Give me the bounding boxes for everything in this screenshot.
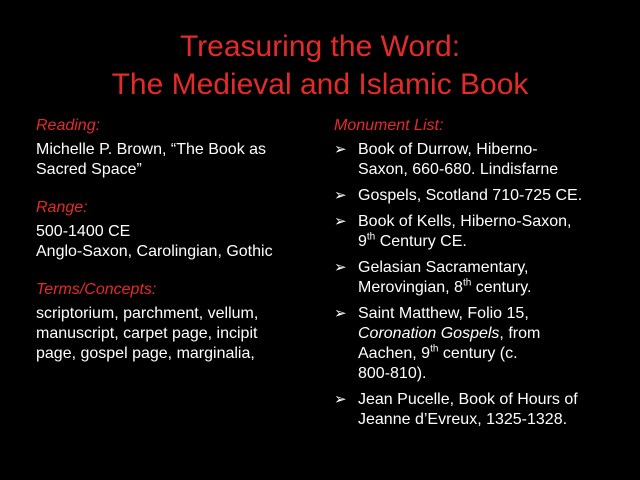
ordinal-suffix: th <box>366 231 376 243</box>
reading-text-1: Michelle P. Brown, “The Book as <box>36 141 267 158</box>
item-text: Jeanne d’Evreux, 1325-1328. <box>358 411 568 428</box>
item-text: Jean Pucelle, Book of Hours of <box>358 391 578 408</box>
terms-text-2: manuscript, carpet page, incipit <box>36 325 258 342</box>
item-text: Book of Kells, Hiberno-Saxon, <box>358 213 572 230</box>
reading-section <box>36 116 316 180</box>
reading-text-2: Sacred Space” <box>36 161 142 178</box>
range-heading: Range: <box>36 199 88 216</box>
right-column <box>334 116 626 436</box>
reading-heading: Reading: <box>36 117 101 134</box>
item-text: century. <box>471 279 532 296</box>
monument-item <box>334 390 626 430</box>
left-column <box>36 116 316 382</box>
item-text: Saint Matthew, Folio 15, <box>358 305 529 322</box>
terms-text-1: scriptorium, parchment, vellum, <box>36 305 259 322</box>
item-text: Century CE. <box>375 233 467 250</box>
monument-item <box>334 186 626 206</box>
slide-title <box>0 28 640 104</box>
monument-item <box>334 140 626 180</box>
ordinal-suffix: th <box>462 277 472 289</box>
item-text: 9 <box>358 233 367 250</box>
arrow-bullet-icon: ➢ <box>334 391 347 408</box>
item-text-line <box>358 344 626 364</box>
terms-heading: Terms/Concepts: <box>36 281 157 298</box>
monument-item <box>334 258 626 298</box>
monument-item <box>334 304 626 384</box>
arrow-bullet-icon: ➢ <box>334 259 347 276</box>
monument-item <box>334 212 626 252</box>
item-text-line <box>358 324 626 344</box>
item-text: Saxon, 660-680. Lindisfarne <box>358 161 559 178</box>
arrow-bullet-icon: ➢ <box>334 305 347 322</box>
terms-text-3: page, gospel page, marginalia, <box>36 345 255 362</box>
range-text-1: 500-1400 CE <box>36 223 131 240</box>
arrow-bullet-icon: ➢ <box>334 187 347 204</box>
item-text: Book of Durrow, Hiberno- <box>358 141 538 158</box>
item-text: Aachen, 9 <box>358 345 431 362</box>
title-line-1: Treasuring the Word: <box>179 30 461 63</box>
arrow-bullet-icon: ➢ <box>334 213 347 230</box>
item-text: , from <box>499 325 541 342</box>
range-section <box>36 198 316 262</box>
item-text: Merovingian, 8 <box>358 279 463 296</box>
item-text: century (c. <box>438 345 518 362</box>
arrow-bullet-icon: ➢ <box>334 141 347 158</box>
terms-section <box>36 280 316 364</box>
monument-list-heading: Monument List: <box>334 117 444 134</box>
item-text: 800-810). <box>358 365 427 382</box>
item-text: Gospels, Scotland 710-725 CE. <box>358 187 583 204</box>
item-text: Gelasian Sacramentary, <box>358 259 529 276</box>
ordinal-suffix: th <box>430 343 439 355</box>
italic-title: Coronation Gospels <box>358 325 500 342</box>
item-text-line <box>358 232 626 252</box>
title-line-2: The Medieval and Islamic Book <box>111 68 529 101</box>
item-text-line <box>358 278 626 298</box>
range-text-2: Anglo-Saxon, Carolingian, Gothic <box>36 243 273 260</box>
